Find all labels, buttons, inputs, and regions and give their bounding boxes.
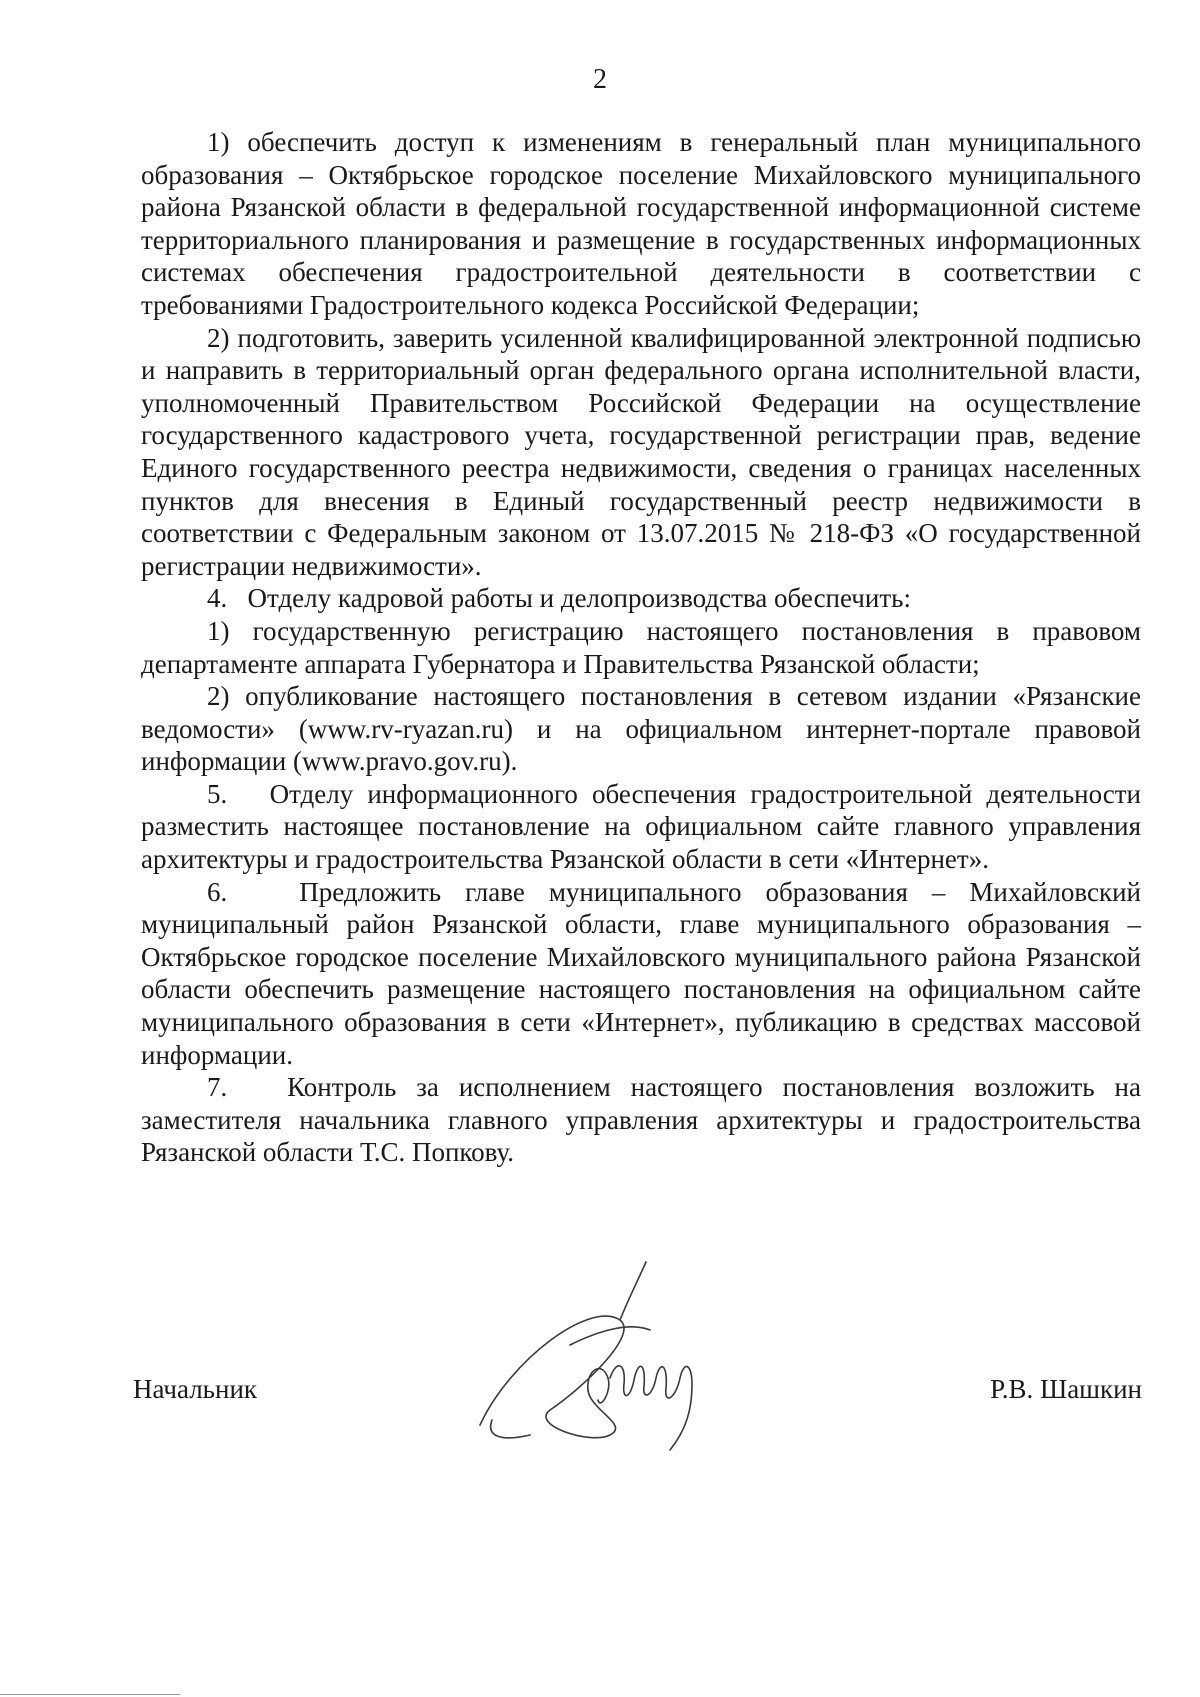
signatory-position: Начальник [133, 1374, 258, 1404]
paragraph-section-7: 7. Контроль за исполнением настоящего постановления возложить на заместителя начальника главного управления архитектуры и градостроительства Рязанской области Т.С. Попкову. [141, 1072, 1141, 1168]
signature-block [0, 1373, 1200, 1413]
footer-rule [0, 1694, 180, 1695]
paragraph-section-4: 4. Отделу кадровой работы и делопроизводства обеспечить: [207, 583, 911, 614]
paragraph-item-2-boundaries: 2) подготовить, заверить усиленной квалифицированной электронной подписью и направить в территориальный орган федерального органа исполнительной власти, уполномоченный Правительством Российской Федерации на осуществление государственного кадастрового учета, государственной регистрации прав, ведение Единого государственного реестра недвижимости, сведения о границах населенных пунктов для внесения в Единый государственный реестр недвижимости в соответствии с Федеральным законом от 13.07.2015 № 218-ФЗ «О государственной регистрации недвижимости». [141, 322, 1141, 581]
paragraph-item-2-publication: 2) опубликование настоящего постановления в сетевом издании «Рязанские ведомости» (www.rv-ryazan.ru) и на официальном интернет-портале правовой информации (www.pravo.gov.ru). [141, 681, 1141, 777]
paragraph-item-1-access: 1) обеспечить доступ к изменениям в генеральный план муниципального образования – Октябрьское городское поселение Михайловского муниципального района Рязанской области в федеральной государственной информационной системе территориального планирования и размещение в государственных информационных системах обеспечения градостроительной деятельности в соответствии с требованиями Градостроительного кодекса Российской Федерации; [141, 127, 1141, 320]
paragraph-section-5: 5. Отделу информационного обеспечения градостроительной деятельности разместить настоящее постановление на официальном сайте главного управления архитектуры и градостроительства Рязанской области в сети «Интернет». [141, 778, 1141, 875]
paragraph-section-6: 6. Предложить главе муниципального образования – Михайловский муниципальный район Рязанской области, главе муниципального образования – Октябрьское городское поселение Михайловского муниципального района Рязанской области обеспечить размещение настоящего постановления на официальном сайте муниципального образования в сети «Интернет», публикацию в средствах массовой информации. [141, 876, 1141, 1070]
paragraph-item-1-registration: 1) государственную регистрацию настоящего постановления в правовом департаменте аппарата Губернатора и Правительства Рязанской области; [141, 615, 1141, 679]
page-number: 2 [593, 64, 607, 95]
handwritten-signature [470, 1260, 750, 1460]
document-body [141, 126, 1141, 1169]
signatory-name: Р.В. Шашкин [990, 1374, 1142, 1404]
